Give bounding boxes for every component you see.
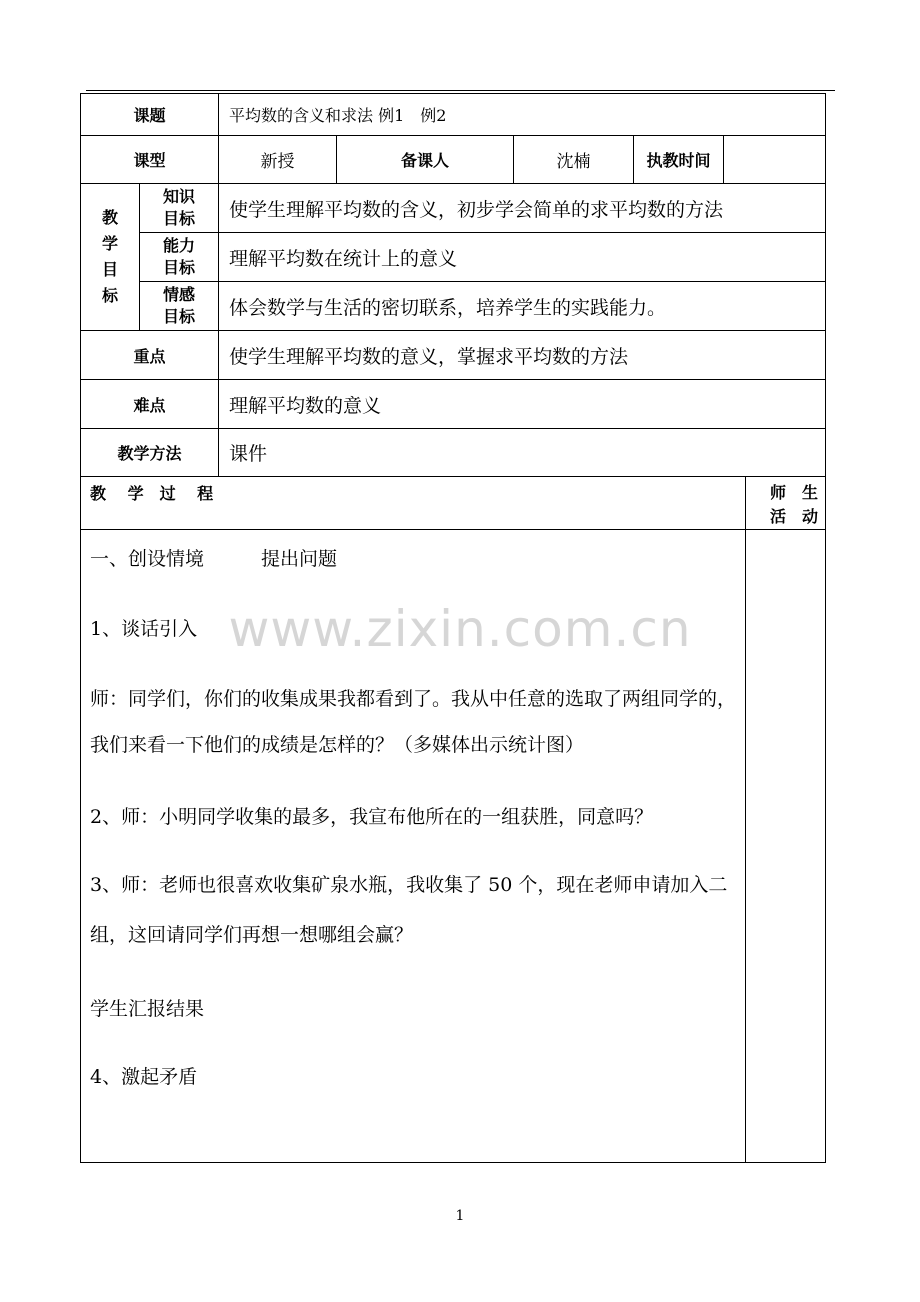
- type-value: 新授: [219, 136, 337, 184]
- teacher-student-activity-title: 师 生 活 动: [746, 477, 826, 530]
- topic-row: [81, 94, 826, 136]
- method-text: 课件: [219, 429, 826, 477]
- paragraph-1: 一、创设情境 提出问题: [90, 548, 338, 570]
- paragraph-6: 学生汇报结果: [90, 998, 205, 1020]
- watermark: www.zixin.com.cn: [228, 600, 692, 658]
- process-body-row: [81, 530, 826, 1163]
- difficulty-label: 难点: [81, 380, 219, 429]
- goal-text-emotion: 体会数学与生活的密切联系，培养学生的实践能力。: [219, 282, 826, 331]
- teach-time-value: [724, 136, 826, 184]
- goal-label-ability: 能力 目标: [140, 233, 219, 282]
- goal-text-knowledge: 使学生理解平均数的含义，初步学会简单的求平均数的方法: [219, 184, 826, 233]
- teach-time-label: 执教时间: [634, 136, 724, 184]
- goal-text-ability: 理解平均数在统计上的意义: [219, 233, 826, 282]
- preparer-label: 备课人: [337, 136, 514, 184]
- activity-column: [746, 530, 826, 1163]
- process-content: [81, 530, 746, 1163]
- key-point-text: 使学生理解平均数的意义，掌握求平均数的方法: [219, 331, 826, 380]
- topic-value: 平均数的含义和求法 例1 例2: [219, 94, 826, 136]
- type-row: [81, 136, 826, 184]
- difficulty-row: [81, 380, 826, 429]
- goal-row-emotion: [81, 282, 826, 331]
- paragraph-2: 1、谈话引入: [90, 618, 198, 640]
- process-header-row: [81, 477, 826, 530]
- difficulty-text: 理解平均数的意义: [219, 380, 826, 429]
- process-title: 教 学 过 程: [81, 477, 746, 530]
- method-row: [81, 429, 826, 477]
- key-point-row: [81, 331, 826, 380]
- paragraph-7: 4、激起矛盾: [90, 1066, 198, 1088]
- lesson-plan-table: [80, 93, 826, 1163]
- top-rule: [86, 90, 835, 91]
- topic-label: 课题: [81, 94, 219, 136]
- goal-label-emotion: 情感 目标: [140, 282, 219, 331]
- goals-group-label: 教 学 目 标: [81, 184, 140, 331]
- goal-row-knowledge: [81, 184, 826, 233]
- paragraph-4: 2、师：小明同学收集的最多，我宣布他所在的一组获胜，同意吗？: [90, 806, 654, 828]
- paragraph-5: 3、师：老师也很喜欢收集矿泉水瓶，我收集了 50 个，现在老师申请加入二组，这回请同学们再想一想哪组会赢？: [90, 874, 728, 946]
- preparer-value: 沈楠: [514, 136, 634, 184]
- type-label: 课型: [81, 136, 219, 184]
- page-number: 1: [455, 1208, 465, 1224]
- paragraph-3: 师：同学们，你们的收集成果我都看到了。我从中任意的选取了两组同学的，我们来看一下他们的成绩是怎样的？（多媒体出示统计图）: [90, 688, 737, 756]
- goal-label-knowledge: 知识 目标: [140, 184, 219, 233]
- key-point-label: 重点: [81, 331, 219, 380]
- method-label: 教学方法: [81, 429, 219, 477]
- goal-row-ability: [81, 233, 826, 282]
